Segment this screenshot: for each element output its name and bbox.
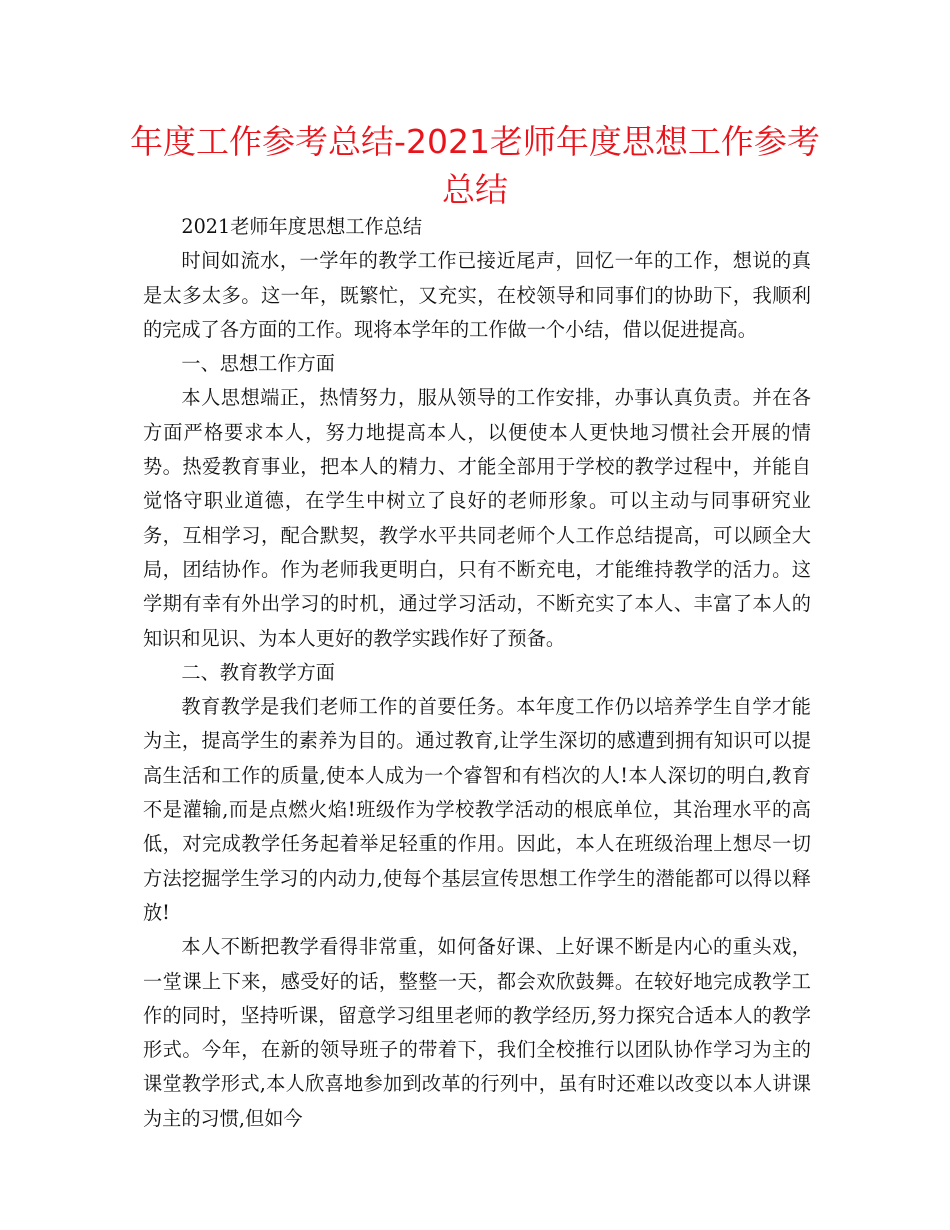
paragraph-subtitle: 2021老师年度思想工作总结 — [181, 215, 423, 238]
section-heading-thought: 一、思想工作方面 — [181, 352, 335, 376]
document-title: 年度工作参考总结-2021老师年度思想工作参考总结 — [130, 122, 820, 209]
document-body — [143, 210, 811, 1136]
section-heading-teaching: 二、教育教学方面 — [181, 660, 335, 684]
paragraph-teaching-2: 本人不断把教学看得非常重，如何备好课、上好课不断是内心的重头戏，一堂课上下来，感受好的话，整整一天，都会欢欣鼓舞。在较好地完成教学工作的同时，坚持听课，留意学习组里老师的教学经历,努力探究合适本人的教学形式。今年，在新的领导班子的带着下，我们全校推行以团队协作学习为主的课堂教学形式,本人欣喜地参加到改革的行列中，虽有时还难以改变以本人讲课为主的习惯,但如今 — [143, 935, 811, 1130]
paragraph-thought: 本人思想端正，热情努力，服从领导的工作安排，办事认真负责。并在各方面严格要求本人，努力地提高本人，以便使本人更快地习惯社会开展的情势。热爱教育事业，把本人的精力、才能全部用于学校的教学过程中，并能自觉恪守职业道德，在学生中树立了良好的老师形象。可以主动与同事研究业务，互相学习，配合默契，教学水平共同老师个人工作总结提高，可以顾全大局，团结协作。作为老师我更明白，只有不断充电，才能维持教学的活力。这学期有幸有外出学习的时机，通过学习活动，不断充实了本人、丰富了本人的知识和见识、为本人更好的教学实践作好了预备。 — [143, 386, 811, 650]
paragraph-teaching-1: 教育教学是我们老师工作的首要任务。本年度工作仍以培养学生自学才能为主，提高学生的素养为目的。通过教育,让学生深切的感遭到拥有知识可以提高生活和工作的质量,使本人成为一个睿智和有档次的人!本人深切的明白,教育不是灌输,而是点燃火焰!班级作为学校教学活动的根底单位，其治理水平的高低，对完成教学任务起着举足轻重的作用。因此，本人在班级治理上想尽一切方法挖掘学生学习的内动力,使每个基层宣传思想工作学生的潜能都可以得以释放! — [143, 695, 811, 924]
paragraph-intro: 时间如流水，一学年的教学工作已接近尾声，回忆一年的工作，想说的真是太多太多。这一年，既繁忙，又充实，在校领导和同事们的协助下，我顺利的完成了各方面的工作。现将本学年的工作做一个小结，借以促进提高。 — [143, 249, 811, 341]
